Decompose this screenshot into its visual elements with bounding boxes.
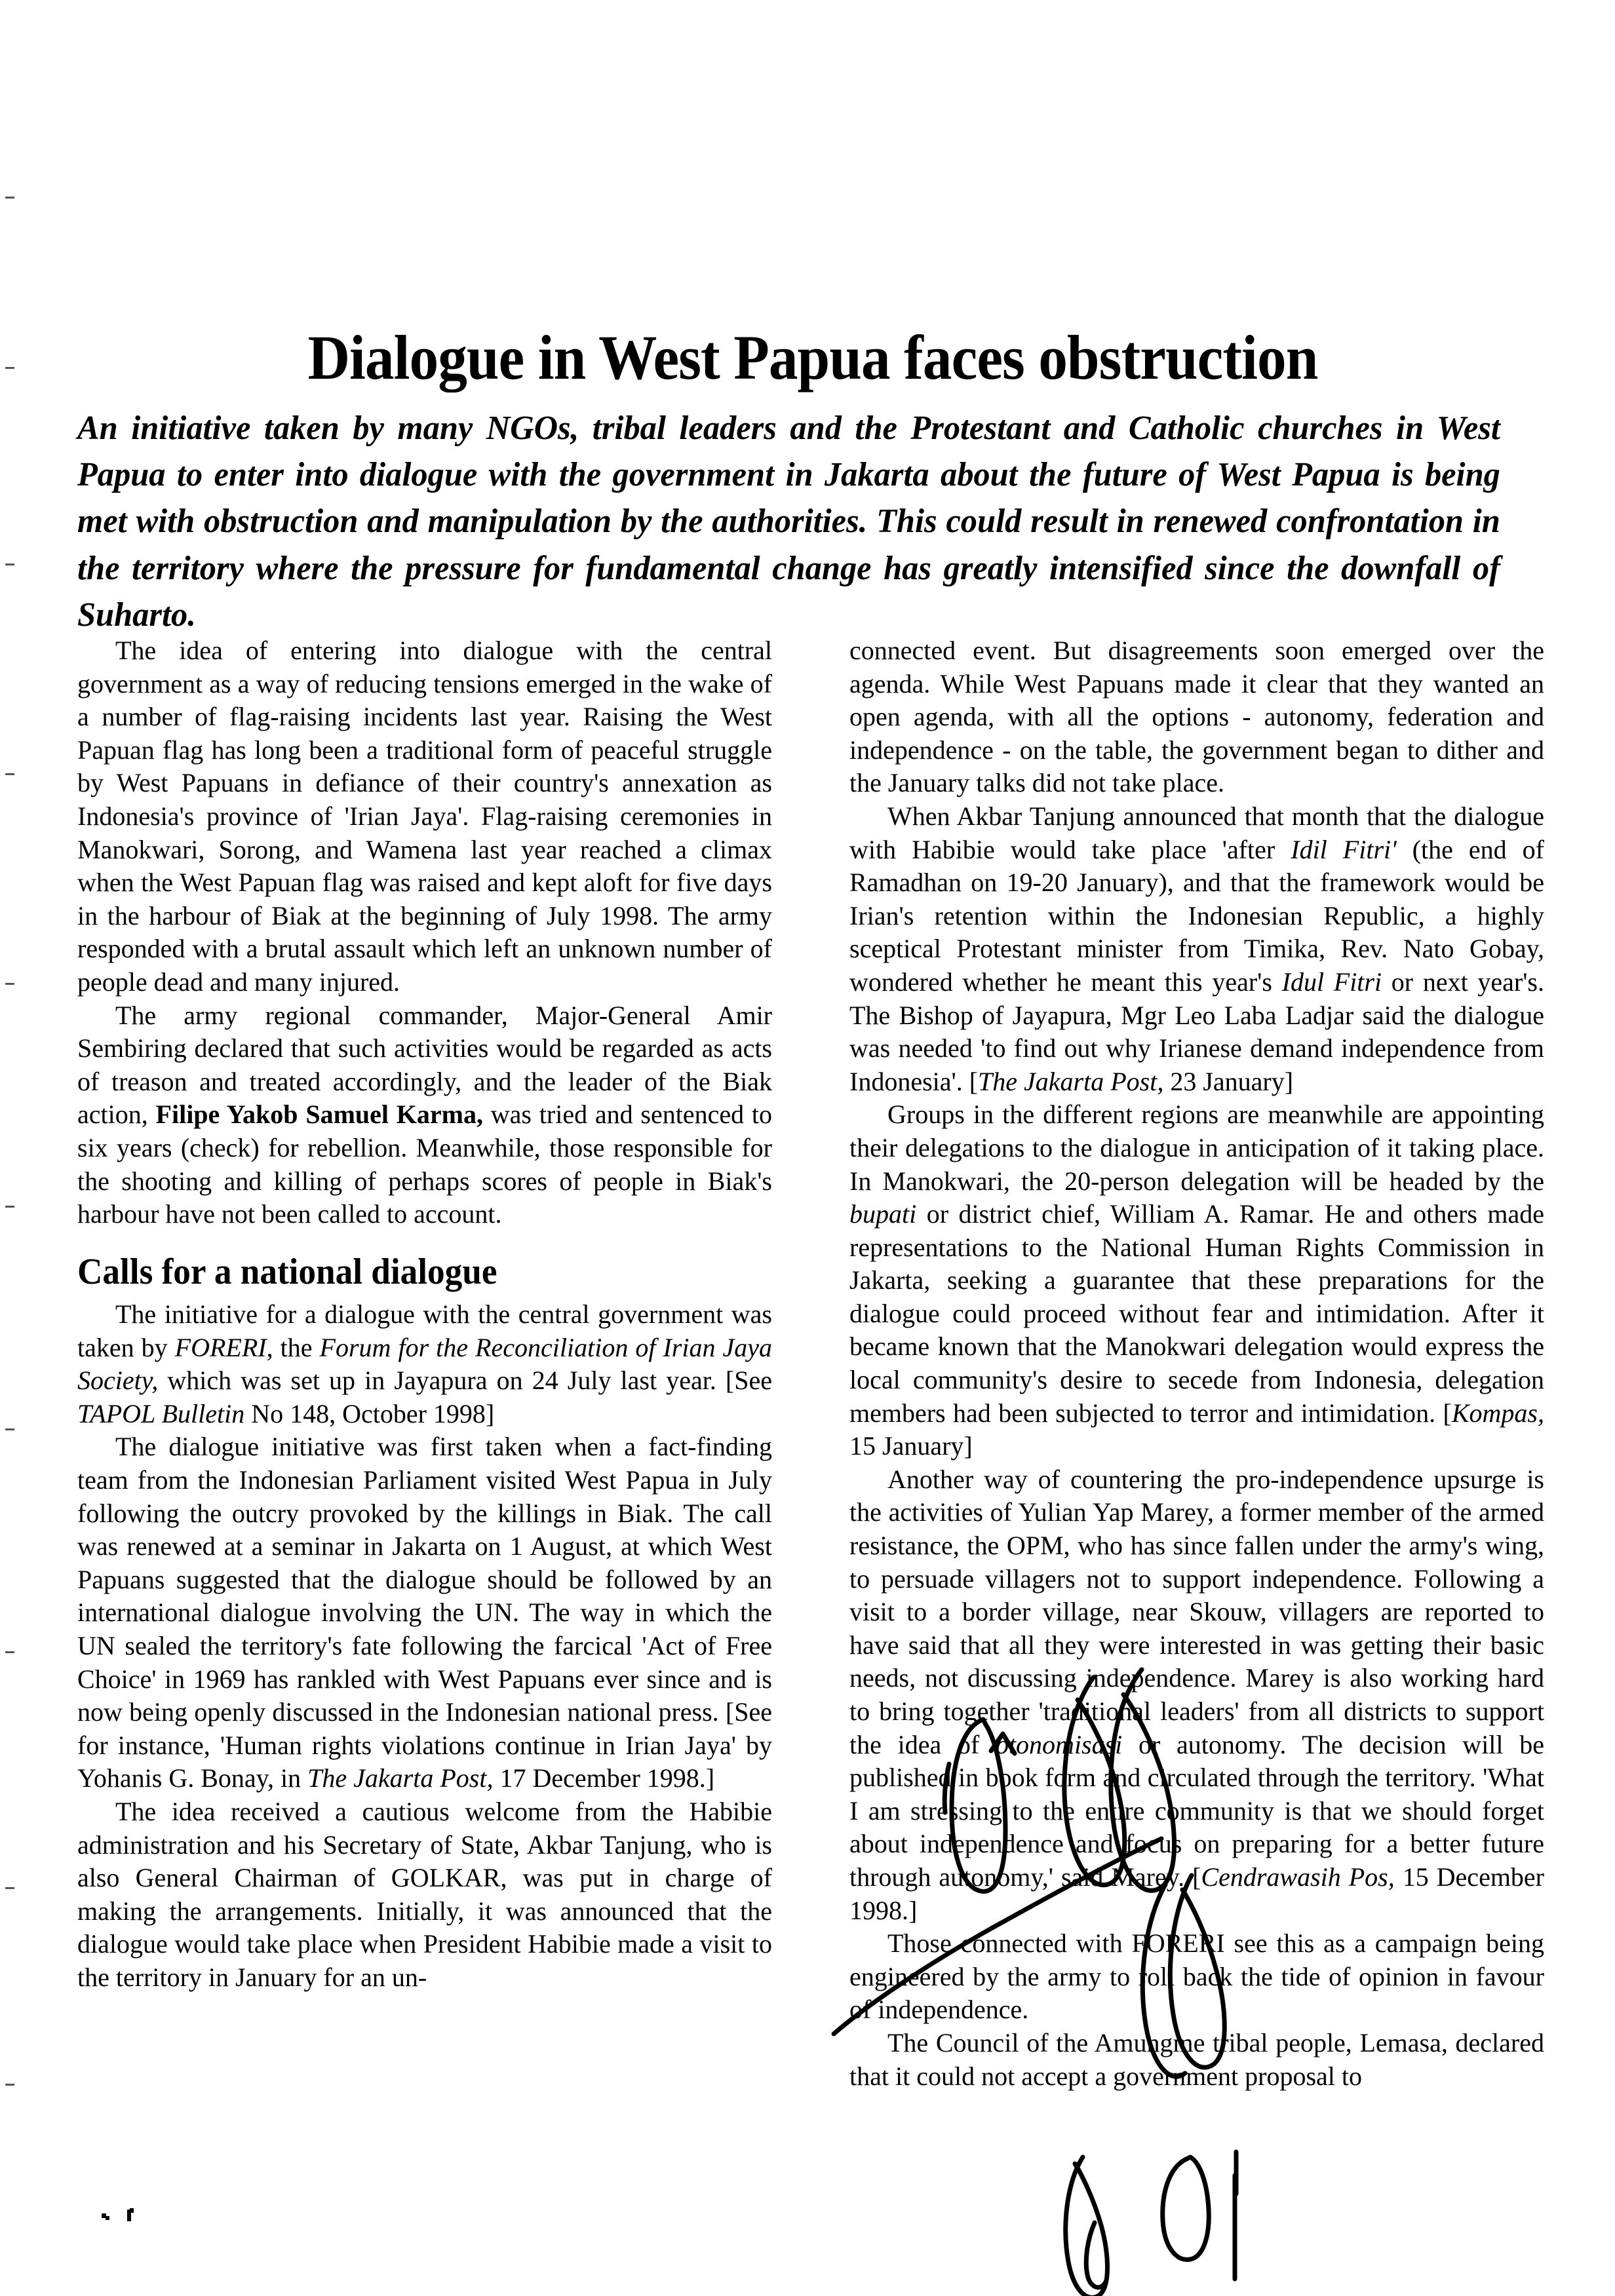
scan-edge-tick <box>5 564 14 565</box>
article-standfirst: An initiative taken by many NGOs, tribal leaders and the Protestant and Catholic churches in West Papua to enter into dialogue with the government in Jakarta about the future of West Papua is being met with obstruction and manipulation by the authorities. This could result in renewed confrontation in the territory where the pressure for fundamental change has greatly intensified since the downfall of Suharto. <box>77 410 1500 634</box>
foreign-term-italic: Idul Fitri <box>1281 966 1382 997</box>
scan-edge-tick <box>5 983 14 985</box>
paragraph: The Council of the Amungme tribal people, Lemasa, declared that it could not accept a government proposal to <box>849 2027 1544 2091</box>
article-headline: Dialogue in West Papua faces obstruction <box>307 322 1318 393</box>
scan-edge-tick <box>5 197 14 199</box>
paragraph-text: 15 December 1998.] <box>849 1862 1545 1925</box>
paragraph-text: When Akbar Tanjung announced that month that the dialogue with Habibie would take place 'after <box>849 801 1544 864</box>
foreign-term-italic: bupati <box>849 1199 917 1229</box>
publication-italic: The Jakarta Post, <box>307 1763 494 1793</box>
org-name-italic: Forum for the Recon <box>319 1332 541 1362</box>
section-subheading: Calls for a national dialogue <box>77 1251 497 1292</box>
scan-edge-tick <box>5 1206 14 1208</box>
paragraph-text: The dialogue initiative was first taken when a fact-finding team from the Indonesian Parliament visited West Papua in July following the outcry provoked by the killings in Biak. The call was renewed at a seminar in Jakarta on 1 August, at which West Papuans suggested that the dialogue should be followed by an international dialogue involving the UN. The way in which the UN sealed the territory's fate following the farcical 'Act of Free Choice' in 1969 has rankled with West Papuans ever since and is now being openly discussed in the Indonesian national press. [See for instance, 'Human rights violations continue in Irian Jaya' by Yohanis G. Bonay, in <box>77 1432 772 1793</box>
scan-edge-tick <box>5 1887 14 1889</box>
paragraph-text: or district chief, William A. Ramar. He and others made representations to the National Human Rights Commission in Jakarta, seeking a guarantee that these preparations for the dialogue could proceed without fear and intimidation. After it became known that the Manokwari delegation would express the local community's desire to secede from Indonesia, delegation members had been subjected to terror and intimidation. [ <box>849 1199 1544 1428</box>
body-column-right <box>849 634 1544 2093</box>
org-acronym-italic: FORERI <box>174 1332 267 1362</box>
paragraph-text: which was set up in J <box>158 1366 404 1396</box>
paragraph-text: The idea of entering into dialogue with the central government as a way of reducing tensions emerged in the wake of a number of flag-raising incidents last year. Raising the West Papuan flag has long been a traditional form of peaceful struggle by West Papuans in defiance of their co <box>77 636 772 798</box>
scan-edge-tick <box>5 1651 14 1653</box>
scan-speck <box>106 2216 109 2220</box>
paragraph-text: untry's annexation as Indonesia's province of 'Irian J <box>77 768 772 831</box>
body-column-left <box>77 634 772 1995</box>
scan-edge-tick <box>5 773 14 775</box>
paragraph-text: (the end of Ramadhan on 19-20 January), and that the framework would be Irian's retention within the Indonesian Republic, a highly sceptical Protestant minister from Timika, Rev. Nato Gobay, wondered whether he meant this year's <box>849 834 1544 997</box>
paragraph-text: aya'. Flag-raising ceremonies in Manokwari, Sorong, and Wamena last year reached a climax when the West Papuan flag was raised and kept aloft for five days in the harbour of Biak at the beginning of July 1998. The army responded with a brutal assault which left an unknown number of people dead and many injured. <box>77 801 773 997</box>
publication-italic: The Jakarta Post, <box>978 1066 1164 1096</box>
paragraph-text: Another way of countering the pro-independence upsurge is the activities of Yulian Yap Marey, a former member of the armed resistance, the OPM, who has since fallen under the army's wing, to persuade villagers not to support independence. Following a visit to a border village, near Skouw, villagers are reported to have said that all they were interested in was getting their basic needs, not discussing independence. Marey is also working hard to bring together 'traditional leaders' from all districts to support the idea of <box>849 1464 1544 1759</box>
paragraph <box>77 999 772 1231</box>
paragraph-text: ayapura on 24 July last year. [See <box>404 1366 772 1396</box>
paragraph-text: was tried and sentenced to six years (check) for rebellion. Meanwhile, those responsible for the shooting and killing of perhaps scores of people in Biak's harbour have not been called to account. <box>77 1100 773 1229</box>
article-body <box>77 634 1544 2220</box>
publication-italic: Kompas, <box>1451 1398 1544 1428</box>
paragraph: connected event. But disagreements soon emerged over the agenda. While West Papuans made it clear that they wanted an open agenda, with all the options - autonomy, federation and independence - on the table, the government began to dither and the January talks did not take place. <box>849 636 1544 798</box>
publication-italic: TAPOL Bulletin <box>77 1398 245 1428</box>
scan-speck <box>130 2208 134 2213</box>
scan-edge-tick <box>5 2084 14 2086</box>
foreign-term-italic: otonomisasi <box>995 1729 1123 1759</box>
paragraph-text: The army regional commander, Major-General Amir Sembiring declared that such activities would be regarded as acts of treason and treated accordingly, and the leader of the Biak action, <box>77 1000 772 1130</box>
paragraph <box>77 634 772 999</box>
paragraph <box>849 1098 1544 1463</box>
paragraph-text: 23 January] <box>1163 1066 1294 1096</box>
paragraph-text: 17 December 1998.] <box>493 1763 715 1793</box>
paragraph <box>849 1463 1544 1927</box>
org-name-italic-cont: ciliation of Irian Jaya Society, <box>77 1332 773 1396</box>
paragraph-text: 15 January] <box>849 1431 973 1461</box>
person-name-bold: Filipe Yakob Samuel Karma, <box>155 1100 483 1130</box>
paragraph: Those connected with FORERI see this as a campaign being engineered by the army to roll back the tide of opinion in favour of independence. <box>849 1928 1544 2025</box>
paragraph-text: No 148, October 1998] <box>244 1398 495 1428</box>
scan-edge-tick <box>5 1428 14 1430</box>
publication-italic: Cendrawasih Pos, <box>1201 1862 1395 1892</box>
paragraph <box>77 1298 772 1430</box>
paragraph-text: Groups in the different regions are meanwhile are appointing their delegations to the dialogue in anticipation of it taking place. In Manokwari, the 20-person delegation will be headed by the <box>849 1100 1544 1196</box>
foreign-term-italic: Idil Fitri' <box>1291 834 1397 864</box>
paragraph: The idea received a cautious welcome from the Habibie administration and his Secretary of State, Akbar Tanjung, who is also General Chairman of GOLKAR, was put in charge of making the arrangements. Initially, it was announced that the dialogue would take place when President Habibie made a visit to the territory in January for an un- <box>77 1796 772 1992</box>
paragraph-text: The initiative for a dialogue with the central government was taken by <box>77 1299 772 1362</box>
paragraph <box>849 800 1544 1098</box>
paragraph-text: or autonomy. The decision will be published in book form and circulated through the territory. 'What I am stressing to the entire community is that we should forget about independence and focus on preparing for a better future through autonomy,' said Marey. [ <box>849 1729 1544 1892</box>
paragraph <box>77 1430 772 1795</box>
paragraph-text: or next year's. The Bishop of Jayapura, Mgr Leo Laba Ladjar said the dialogue was needed 'to find out why Irianese demand independence from Indonesia'. [ <box>849 966 1544 1096</box>
scan-edge-tick <box>5 367 14 369</box>
paragraph-text: , the <box>266 1332 320 1362</box>
